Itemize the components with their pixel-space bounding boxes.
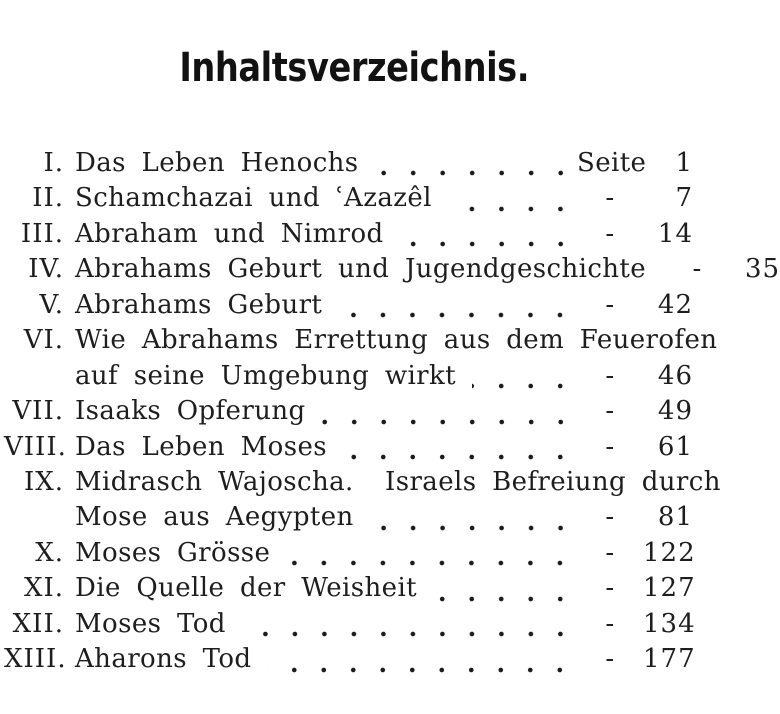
page-column-label: - <box>605 502 615 533</box>
toc-row <box>4 219 693 254</box>
page-number: 49 <box>657 396 693 427</box>
page-number: 1 <box>675 148 693 178</box>
toc-row-title: Das Leben Henochs <box>75 148 359 178</box>
page-column-label: - <box>605 573 615 604</box>
dot-leader <box>375 170 575 176</box>
toc-row <box>4 466 721 502</box>
toc-row-title: Das Leben Moses <box>75 431 327 462</box>
page-number: 127 <box>643 573 696 604</box>
page-number: 42 <box>657 289 693 320</box>
toc-row <box>4 432 693 467</box>
toc-row <box>4 254 780 289</box>
page-number: 81 <box>657 502 693 533</box>
page-column-label: Seite <box>577 148 647 178</box>
page-title <box>0 46 709 90</box>
page-column-label: - <box>605 431 615 462</box>
toc-row-title: Abraham und Nimrod <box>75 218 384 249</box>
toc-row <box>4 148 693 183</box>
toc-row-title: Moses Grösse <box>75 537 271 568</box>
dot-leader <box>322 419 575 425</box>
toc-row-numeral: II. <box>32 183 64 214</box>
toc-row-title: Mose aus Aegypten <box>75 502 354 533</box>
dot-leader <box>242 631 575 637</box>
toc-row <box>4 325 718 360</box>
dot-leader <box>343 454 575 460</box>
page-column-label: - <box>605 289 615 320</box>
page-column-label: - <box>605 218 615 249</box>
dot-leader <box>267 667 575 673</box>
toc-row-numeral: X. <box>35 537 64 568</box>
page-number: 14 <box>657 218 693 249</box>
page-title-text: Inhaltsverzeichnis. <box>179 45 530 91</box>
toc-row-title: Isaaks Opferung <box>75 396 306 427</box>
page-column-label: - <box>692 254 702 285</box>
toc-row <box>4 644 696 679</box>
page-number: 61 <box>657 431 693 462</box>
toc-row-numeral: IX. <box>23 466 64 497</box>
page-column-label: - <box>605 644 615 675</box>
toc-row <box>4 608 696 644</box>
dot-leader <box>472 383 575 389</box>
toc-row <box>4 537 696 573</box>
toc-row-title: Abrahams Geburt <box>75 289 323 320</box>
toc-row-numeral: I. <box>43 148 64 178</box>
toc-row-numeral: XI. <box>23 573 64 604</box>
toc-row-numeral: V. <box>39 289 64 320</box>
toc-row <box>4 361 693 396</box>
dot-leader <box>286 560 575 566</box>
toc-row-numeral: VII. <box>12 396 64 427</box>
toc-row-title: Midrasch Wajoscha. Israels Befreiung durch <box>75 466 721 497</box>
toc-row-numeral: III. <box>20 218 64 249</box>
dot-leader <box>400 241 575 247</box>
toc-row-numeral: XIII. <box>4 644 67 675</box>
page-number: 177 <box>643 644 696 675</box>
page-column-label: - <box>605 360 615 391</box>
toc-row <box>4 290 693 325</box>
toc-row-numeral: IV. <box>28 254 64 285</box>
toc-row-title: auf seine Umgebung wirkt <box>75 360 457 391</box>
page-number: 134 <box>643 608 696 639</box>
toc-row <box>4 573 696 608</box>
page-column-label: - <box>605 537 615 568</box>
toc-row-numeral: VI. <box>23 325 64 356</box>
page-number: 7 <box>675 183 693 214</box>
toc-row-numeral: VIII. <box>4 431 67 462</box>
toc-row-title: Schamchazai und ʿAzazêl <box>75 183 432 214</box>
toc-row-title: Moses Tod <box>75 608 226 639</box>
toc-row <box>4 502 693 537</box>
toc-row-title: Die Quelle der Weisheit <box>75 573 418 604</box>
toc-row <box>4 183 693 218</box>
toc-row-title: Abrahams Geburt und Jugendgeschichte <box>75 254 647 285</box>
dot-leader <box>433 596 575 602</box>
toc-row <box>4 396 693 431</box>
table-of-contents <box>4 148 780 680</box>
dot-leader <box>338 312 575 318</box>
page-number: 35 <box>744 254 780 285</box>
dot-leader <box>448 206 575 212</box>
dot-leader <box>370 525 575 531</box>
page-column-label: - <box>605 396 615 427</box>
toc-row-title: Aharons Tod <box>75 644 252 675</box>
toc-row-numeral: XII. <box>12 608 64 639</box>
page-number: 46 <box>657 360 693 391</box>
page-column-label: - <box>605 608 615 639</box>
toc-row-title: Wie Abrahams Errettung aus dem Feuerofen <box>75 325 718 356</box>
page-column-label: - <box>605 183 615 214</box>
page-number: 122 <box>643 537 696 568</box>
